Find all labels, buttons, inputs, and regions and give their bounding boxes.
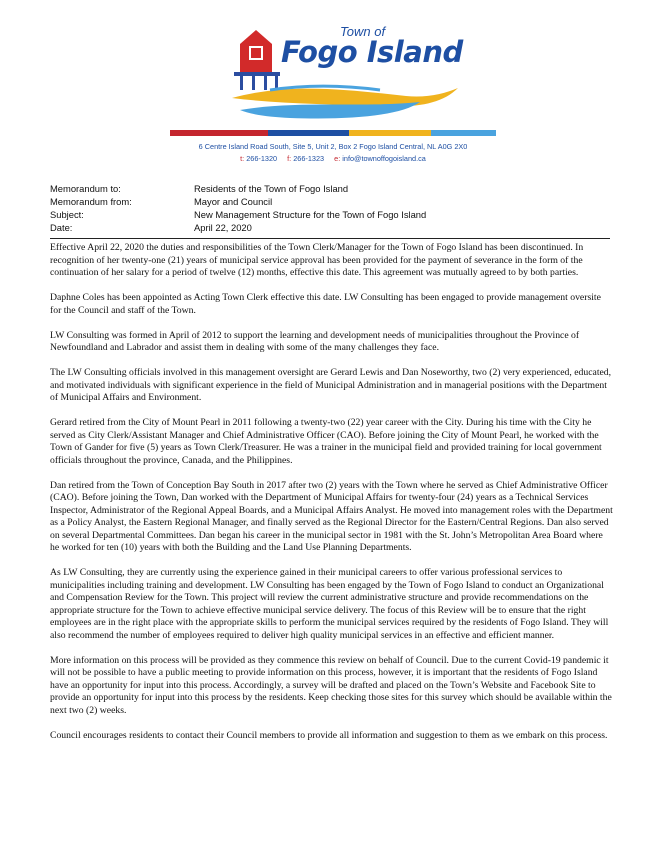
memo-subject-value: New Management Structure for the Town of Fogo Island: [194, 209, 427, 220]
fax-number: 266-1323: [293, 154, 325, 163]
paragraph-dan: Dan retired from the Town of Conception Bay South in 2017 after two (2) years with the Town where he served as Chief Administrative Officer (CAO). Before joining the Town, Dan worked with the Department of Municipal Affairs for twenty-four (24) years as a Technical Services Inspector, Administrator of the Regional Appeal Boards, and a Municipal Affairs Analyst. He moved into management roles with the Department as a Policy Analyst, the Eastern Regional Manager, and finally served as the Regional Director for the Eastern/Central Regions. Dan also served on several Departmental Committees. Dan began his career in the municipal sector in 1981 with the St. John’s Metropolitan Area Board where he worked for ten (10) years with both the Building and the Land Use Planning Departments.: [50, 479, 613, 553]
brand-prefix: Town of: [340, 24, 386, 39]
email-label: e:: [334, 154, 341, 163]
header-divider: [50, 238, 610, 239]
wave-icon: [232, 86, 458, 118]
memo-date-value: April 22, 2020: [194, 222, 252, 233]
memo-from-value: Mayor and Council: [194, 196, 273, 207]
contact-line: [170, 154, 496, 163]
house-icon: [234, 30, 280, 90]
brand-name: Fogo Island: [281, 35, 463, 69]
paragraph-lw-consulting: LW Consulting was formed in April of 2012 to support the learning and development needs of municipalities throughout the Province of Newfoundland and Labrador and assist them in dealing with some of the many challenges they face.: [50, 329, 580, 353]
paragraph-acting-clerk: Daphne Coles has been appointed as Acting Town Clerk effective this date. LW Consulting has been engaged to provide management oversite for the Council and staff of the Town.: [50, 292, 601, 316]
email-link[interactable]: info@townoffogoisland.ca: [342, 154, 426, 163]
memo-to-label: Memorandum to:: [50, 183, 121, 194]
memo-to-value: Residents of the Town of Fogo Island: [194, 183, 349, 194]
letterhead-color-bar: [170, 130, 496, 136]
paragraph-survey: More information on this process will be provided as they commence this review on behalf of Council. Due to the current Covid-19 pandemic it will not be possible to have a public meeting to provide information on this process, however, it is important that the residents of Fogo Island have an opportunity for input into this process. Accordingly, a survey will be drafted and placed on the Town’s Website and Facebook Site to provide an opportunity for input into this process by the residents. Keep checking those sites for this survey which should be available within the next two (2) weeks.: [50, 654, 612, 716]
phone-label: t:: [240, 154, 245, 163]
town-address: 6 Centre Island Road South, Site 5, Unit 2, Box 2 Fogo Island Central, NL A0G 2X0: [198, 142, 468, 151]
phone-number: 266-1320: [246, 154, 278, 163]
memo-body: [50, 242, 613, 755]
memo-subject-label: Subject:: [50, 209, 84, 220]
fax-label: f:: [287, 154, 292, 163]
memo-date-label: Date:: [50, 222, 73, 233]
paragraph-termination: Effective April 22, 2020 the duties and responsibilities of the Town Clerk/Manager for the Town of Fogo Island has been discontinued. In recognition of her twenty-one (21) years of municipal service approval has been provided for the payment of severance in the form of the continuation of her salary for a period of twelve (12) months, effective this date. This agreement was mutually agreed to by both parties.: [50, 242, 584, 278]
paragraph-gerard: Gerard retired from the City of Mount Pearl in 2011 following a twenty-two (22) year career with the City. During his time with the City he served as City Clerk/Assistant Manager and Chief Administrative Officer (CAO). Before joining the City of Mount Pearl, he worked with the Town of Gander for five (5) years as Town Clerk/Treasurer. He was a trainer in the municipal field and provided training for local government officials throughout the province, Canada, and the Philippines.: [50, 417, 602, 466]
paragraph-officials: The LW Consulting officials involved in this management oversight are Gerard Lewis and Dan Noseworthy, two (2) very experienced, educated, and motivated individuals with significant experience in the field of Municipal Administration and in managerial positions with the Department of Municipal Affairs and Environment.: [50, 367, 612, 403]
paragraph-review: As LW Consulting, they are currently using the experience gained in their municipal careers to offer various professional services to municipalities including training and development. LW Consulting has been engaged by the Town of Fogo Island to conduct an Organizational and Compensation Review for the Town. This project will review the current administrative structure and provide recommendations on the appropriate structure for the Town to achieve effective municipal service delivery. The focus of this Review will be to ensure that the right employees are in the right place with the appropriate skills to perform the municipal services required by the residents of Fogo Island. They will also recommend the number of employees required to deliver high quality municipal services in an effective and efficient manner.: [50, 567, 609, 641]
paragraph-closing: Council encourages residents to contact their Council members to provide all information and suggestion to them as we embark on this process.: [50, 729, 608, 741]
memo-from-label: Memorandum from:: [50, 196, 132, 207]
